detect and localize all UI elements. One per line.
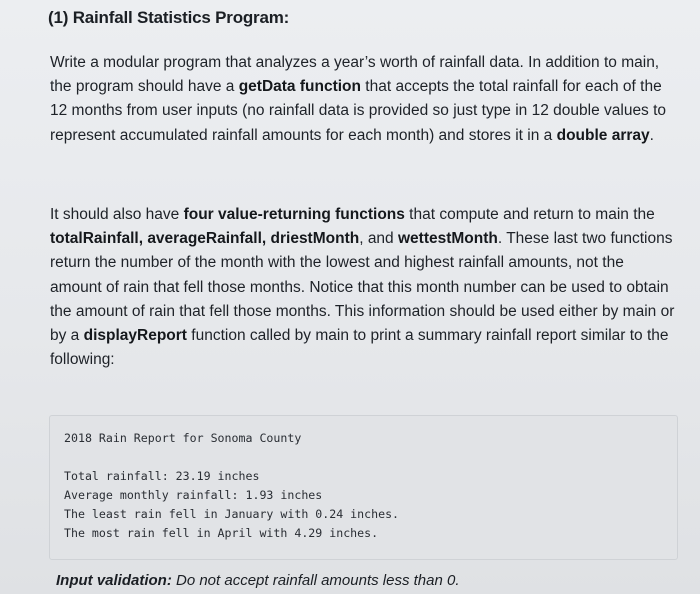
functions-text-1: It should also have bbox=[50, 206, 184, 223]
sample-output-header: 2018 Rain Report for Sonoma County bbox=[64, 431, 302, 445]
intro-text-2: that accepts the total rainfall for each of the 12 months from user inputs (no rainfall data is provided so just type in 12 double values to represent accumulated rainfall amounts for each month) and stores it in a bbox=[50, 78, 667, 144]
functions-text-3: , and bbox=[359, 230, 398, 248]
functions-bold-count: four value-returning functions bbox=[183, 206, 405, 223]
functions-bold-wettest: wettestMonth bbox=[397, 230, 498, 248]
functions-paragraph bbox=[50, 203, 678, 372]
functions-text-4: . These last two functions return the number of the month with the lowest and highest rainfall amounts, not the amount of rain that fell those months. Notice that this month number can be used to obtain the amount of rain that fell those months. This information should be used either by main or by a bbox=[50, 230, 675, 345]
sample-output-line: The least rain fell in January with 0.24 inches. bbox=[64, 507, 400, 521]
intro-bold-getdata: getData function bbox=[238, 78, 361, 96]
intro-paragraph bbox=[50, 51, 678, 148]
page-title: (1) Rainfall Statistics Program: bbox=[48, 8, 290, 27]
validation-label: Input validation: bbox=[56, 572, 172, 589]
intro-text-3: . bbox=[649, 126, 654, 144]
intro-bold-double-array: double array bbox=[556, 126, 650, 144]
functions-bold-displayreport: displayReport bbox=[83, 327, 187, 345]
validation-text: Do not accept rainfall amounts less than 0. bbox=[171, 572, 460, 589]
functions-text-5: function called by main to print a summary rainfall report similar to the following: bbox=[50, 327, 669, 369]
sample-output-line: Average monthly rainfall: 1.93 inches bbox=[64, 488, 323, 502]
functions-bold-names: totalRainfall, averageRainfall, driestMonth bbox=[50, 230, 360, 248]
sample-output-line: The most rain fell in April with 4.29 inches. bbox=[64, 526, 379, 540]
input-validation-note bbox=[56, 572, 460, 589]
functions-text-2: that compute and return to main the bbox=[404, 206, 655, 223]
intro-text-1: Write a modular program that analyzes a year’s worth of rainfall data. In addition to main, the program should have a bbox=[50, 54, 660, 96]
sample-output-line: Total rainfall: 23.19 inches bbox=[64, 469, 260, 483]
